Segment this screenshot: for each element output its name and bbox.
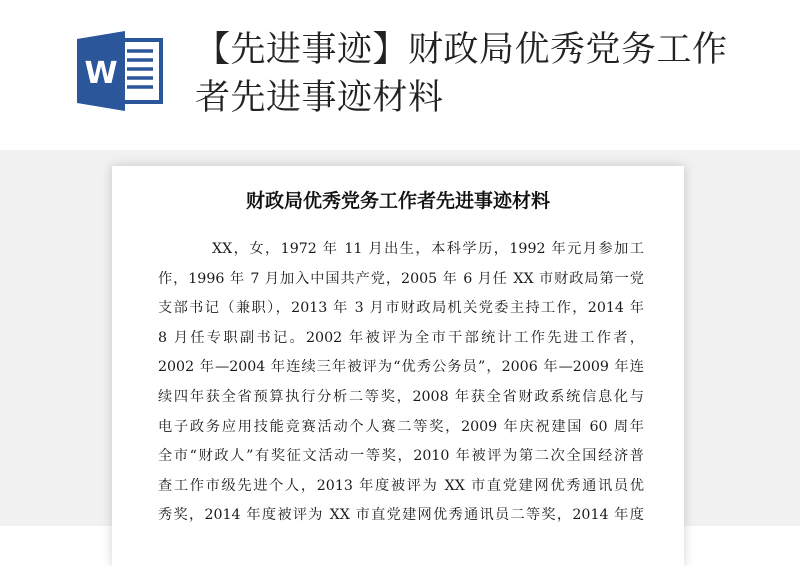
paragraph-line: 秀奖，2014 年度被评为 XX 市直党建网优秀通讯员二等奖，2014 年度 <box>158 507 644 524</box>
document-title: 财政局优秀党务工作者先进事迹材料 <box>245 190 550 212</box>
paragraph-line: 2002 年—2004 年连续三年被评为“优秀公务员”，2006 年—2009 年连 <box>158 359 644 376</box>
paragraph-line: 查工作市级先进个人，2013 年度被评为 XX 市直党建网优秀通讯员优 <box>158 477 644 494</box>
header <box>0 0 800 150</box>
paragraph-line: 8 月任专职副书记。2002 年被评为全市干部统计工作先进工作者， <box>158 329 644 346</box>
document-paragraph <box>158 235 644 531</box>
word-document-icon <box>77 31 163 111</box>
paragraph-line: 续四年获全省预算执行分析二等奖，2008 年获全省财政系统信息化与 <box>158 388 644 405</box>
document-page <box>112 166 684 566</box>
paragraph-line: 全市“财政人”有奖征文活动一等奖，2010 年被评为第二次全国经济普 <box>158 448 644 465</box>
word-icon-letter: W <box>84 56 118 91</box>
paragraph-line: XX，女，1972 年 11 月出生，本科学历，1992 年元月参加工 <box>212 241 644 257</box>
paragraph-line: 支部书记（兼职），2013 年 3 月市财政局机关党委主持工作，2014 年 <box>158 300 644 317</box>
paragraph-line: 电子政务应用技能竞赛活动个人赛二等奖，2009 年庆祝建国 60 周年 <box>158 418 644 435</box>
page-title: 【先进事迹】财政局优秀党务工作者先进事迹材料 <box>195 30 728 118</box>
paragraph-line: 作，1996 年 7 月加入中国共产党，2005 年 6 月任 XX 市财政局第一党 <box>158 270 644 287</box>
